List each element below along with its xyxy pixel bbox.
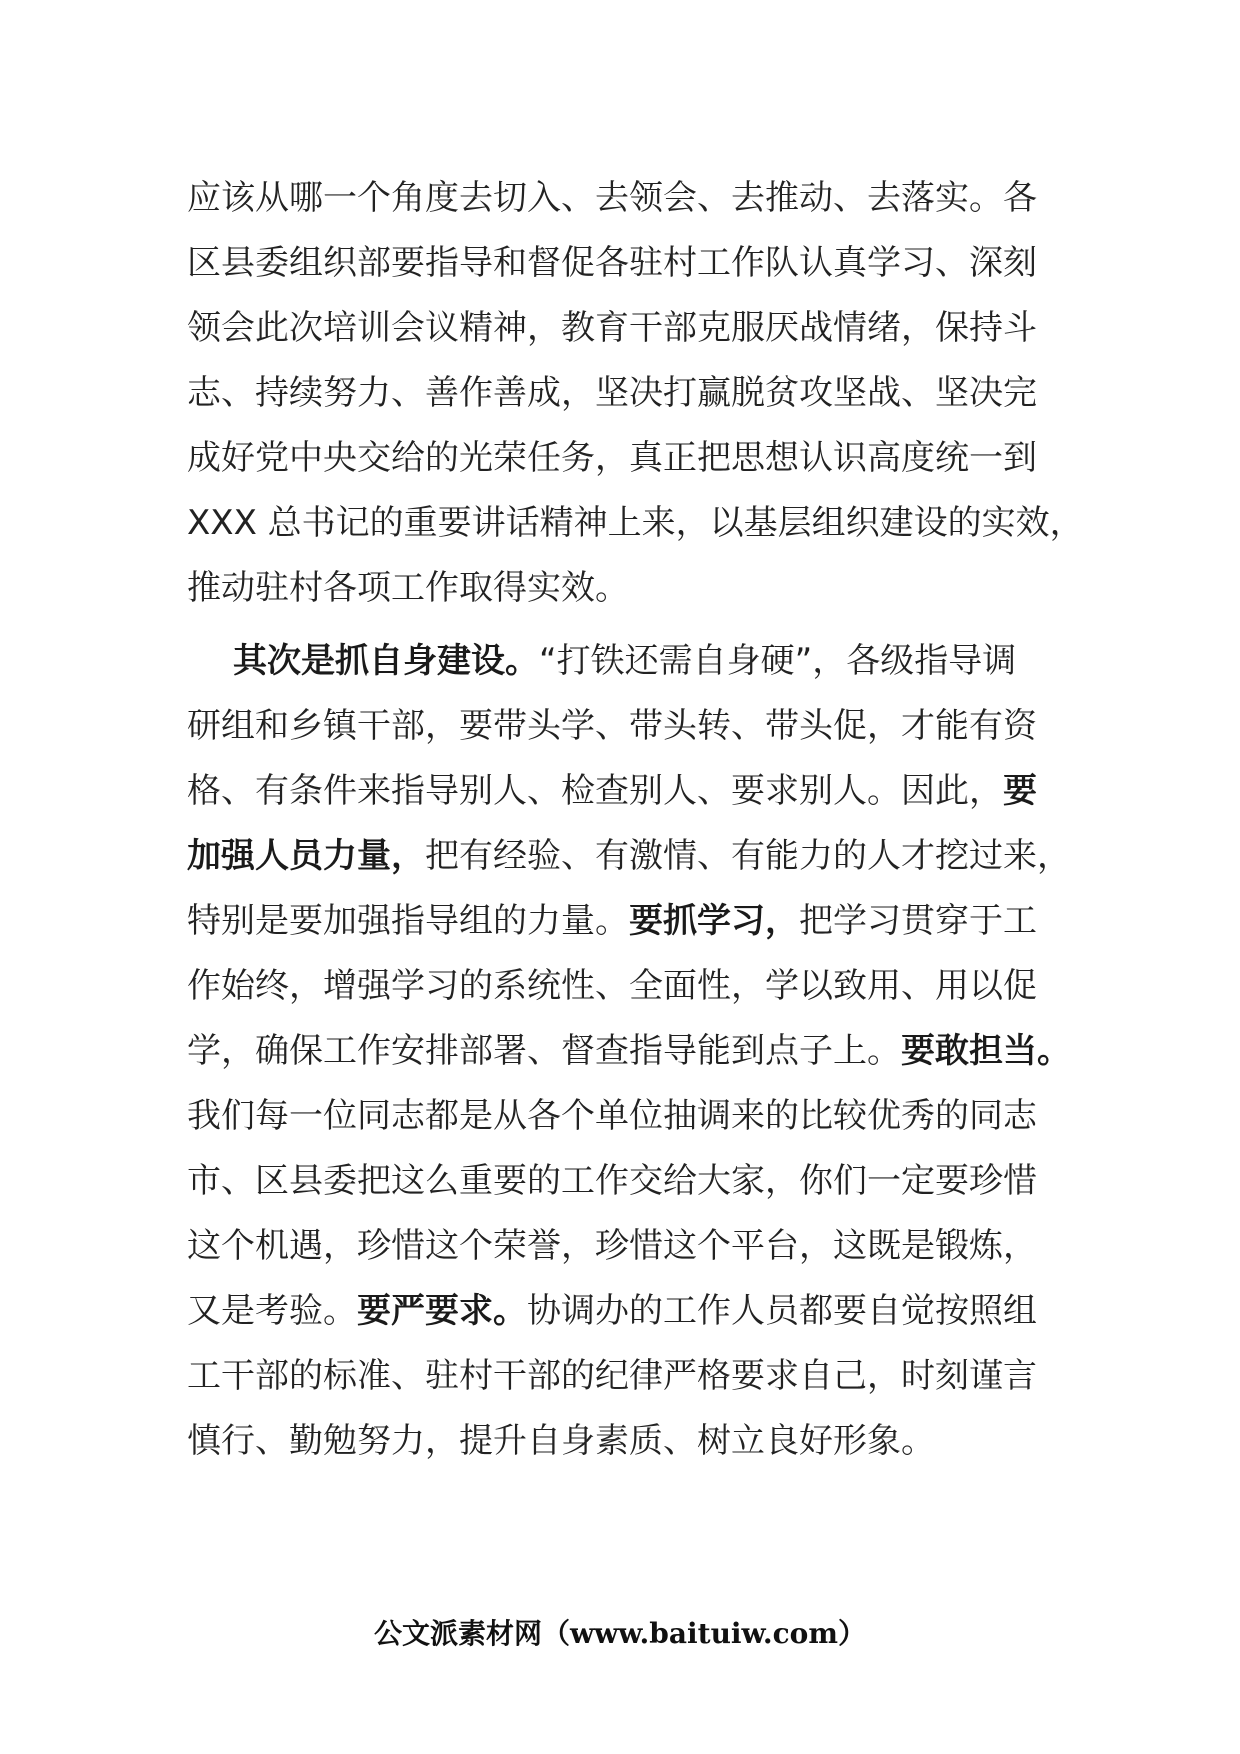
bold-phrase: 要抓学习， [629, 901, 799, 941]
text-span: 把有经验、有激情、有能力的人才挖过来， [425, 836, 1071, 876]
text-line [187, 629, 1087, 694]
bold-heading: 其次是抓自身建设。 [233, 641, 539, 681]
text-line: 研组和乡镇干部，要带头学、带头转、带头促，才能有资 [187, 706, 1037, 746]
text-line: 志、持续努力、善作善成，坚决打赢脱贫攻坚战、坚决完 [187, 373, 1037, 413]
document-body [187, 166, 1087, 1474]
bold-phrase: 加强人员力量， [187, 836, 425, 876]
text-line: XXX 总书记的重要讲话精神上来，以基层组织建设的实效， [187, 503, 1084, 543]
text-span: 协调办的工作人员都要自觉按照组 [527, 1291, 1037, 1331]
text-line: 工干部的标准、驻村干部的纪律严格要求自己，时刻谨言 [187, 1356, 1037, 1396]
text-line: 区县委组织部要指导和督促各驻村工作队认真学习、深刻 [187, 243, 1037, 283]
text-line [187, 759, 1087, 824]
text-line: 应该从哪一个角度去切入、去领会、去推动、去落实。各 [187, 178, 1037, 218]
text-span: 又是考验。 [187, 1291, 357, 1331]
text-span: 学，确保工作安排部署、督查指导能到点子上。 [187, 1031, 901, 1071]
text-span: 特别是要加强指导组的力量。 [187, 901, 629, 941]
paragraph-2 [187, 629, 1087, 1474]
paragraph-1 [187, 166, 1087, 621]
text-span: 把学习贯穿于工 [799, 901, 1037, 941]
bold-phrase: 要严要求。 [357, 1291, 527, 1331]
text-span: 格、有条件来指导别人、检查别人、要求别人。因此， [187, 771, 1003, 811]
text-line: 作始终，增强学习的系统性、全面性，学以致用、用以促 [187, 966, 1037, 1006]
text-span: “打铁还需自身硬”，各级指导调 [539, 641, 1017, 681]
text-line [187, 889, 1087, 954]
text-line: 这个机遇，珍惜这个荣誉，珍惜这个平台，这既是锻炼， [187, 1226, 1037, 1266]
text-line: 推动驻村各项工作取得实效。 [187, 568, 629, 608]
text-line: 市、区县委把这么重要的工作交给大家，你们一定要珍惜 [187, 1161, 1037, 1201]
paragraph-spacer [187, 621, 1087, 629]
text-line: 慎行、勤勉努力，提升自身素质、树立良好形象。 [187, 1421, 935, 1461]
footer-source: 公文派素材网（www.baituiw.com） [374, 1617, 866, 1650]
bold-phrase: 要敢担当。 [901, 1031, 1071, 1071]
text-line: 成好党中央交给的光荣任务，真正把思想认识高度统一到 [187, 438, 1037, 478]
text-line: 我们每一位同志都是从各个单位抽调来的比较优秀的同志 [187, 1096, 1037, 1136]
text-line: 领会此次培训会议精神，教育干部克服厌战情绪，保持斗 [187, 308, 1037, 348]
text-line [187, 824, 1087, 889]
text-line [187, 1279, 1087, 1344]
bold-phrase: 要 [1003, 771, 1037, 811]
text-line [187, 1019, 1087, 1084]
